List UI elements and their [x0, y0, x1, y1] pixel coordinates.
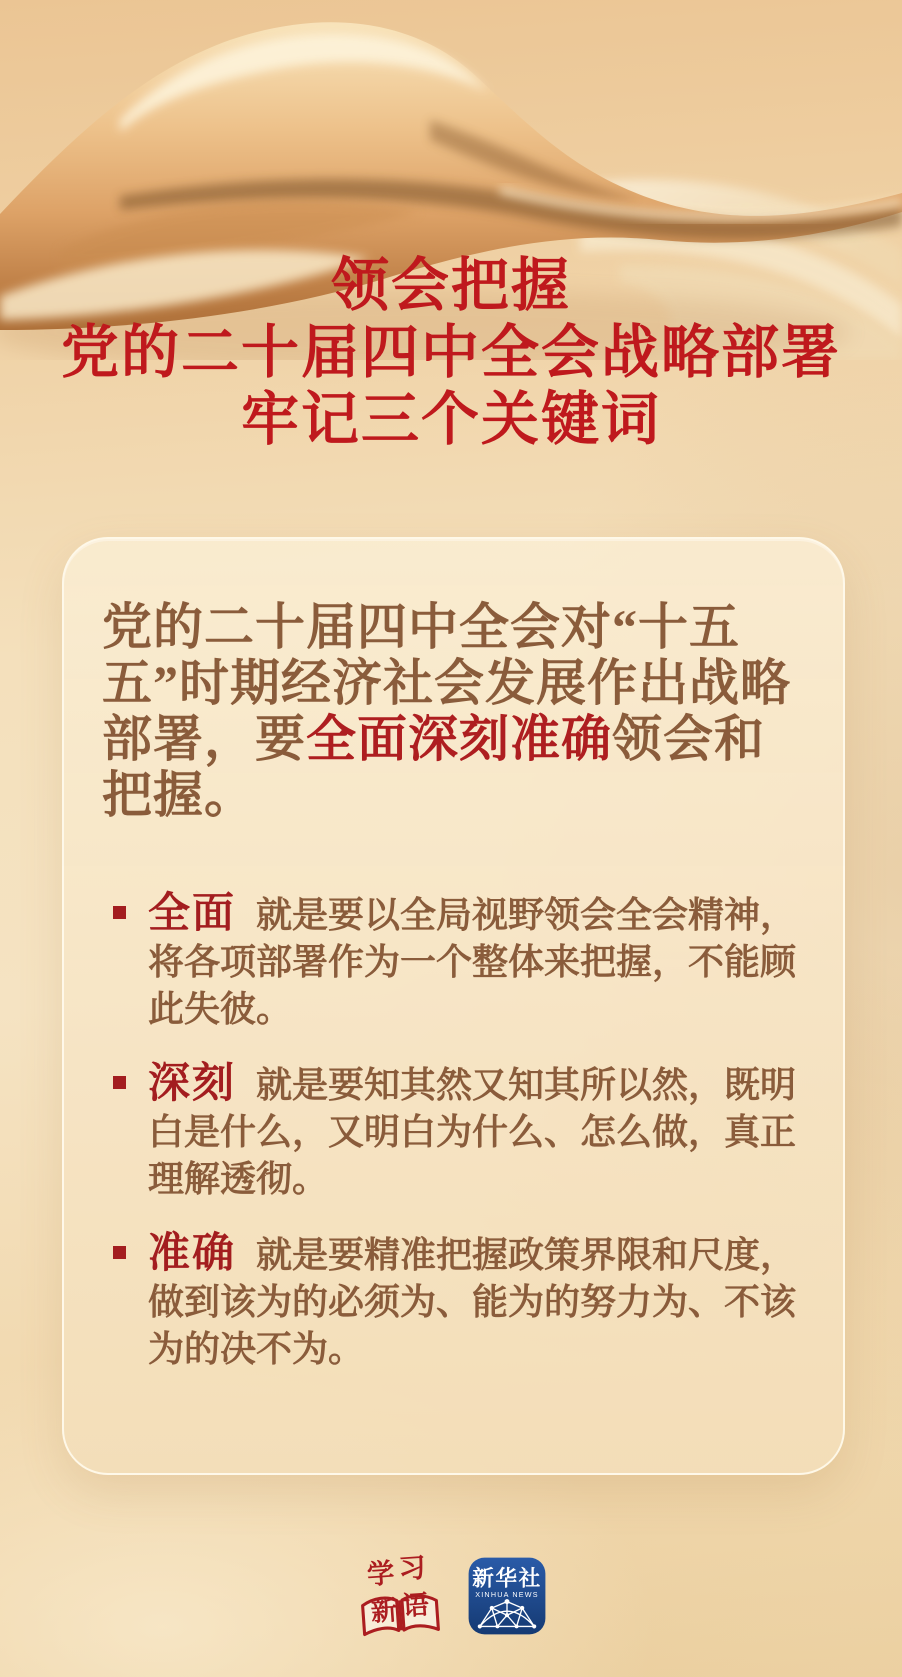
xuexi-char-1: 学 — [366, 1558, 396, 1591]
bullet-item-zhunque — [102, 1231, 818, 1373]
title-line-3: 牢记三个关键词 — [240, 387, 661, 452]
xuexi-char-2: 习 — [397, 1552, 427, 1585]
bullet-item-shenke — [102, 1061, 818, 1203]
bullet-keyword: 准确 — [148, 1231, 237, 1277]
bullet-body: 就是要精准把握政策界限和尺度，做到该为的必须为、能为的努力为、不该为的决不为。 — [148, 1235, 797, 1369]
poster-title — [0, 252, 902, 453]
bullet-item-quanmian — [102, 891, 818, 1033]
footer-logos — [0, 1552, 902, 1640]
xinhua-news-logo — [467, 1556, 547, 1636]
xuexi-char-3: 新 — [369, 1595, 399, 1627]
content-card — [62, 537, 845, 1475]
bullet-text — [148, 1231, 818, 1373]
bullet-square-icon — [113, 1246, 126, 1259]
bullet-keyword: 深刻 — [148, 1061, 237, 1107]
intro-highlight: 全面深刻准确 — [306, 711, 612, 767]
intro-paragraph — [102, 599, 808, 823]
xuexi-char-4: 语 — [401, 1589, 430, 1622]
xinhua-en-label: XINHUA NEWS — [475, 1589, 539, 1599]
bullet-body: 就是要以全局视野领会全会精神，将各项部署作为一个整体来把握，不能顾此失彼。 — [148, 895, 797, 1029]
title-line-1: 领会把握 — [330, 253, 571, 318]
xinhua-cn-label: 新华社 — [472, 1566, 542, 1591]
bullet-square-icon — [113, 1076, 126, 1089]
xuexi-xinyu-logo — [355, 1552, 443, 1640]
bullet-text — [148, 1061, 818, 1203]
title-line-2: 党的二十届四中全会战略部署 — [60, 320, 841, 385]
bullet-keyword: 全面 — [148, 891, 237, 937]
bullet-body: 就是要知其然又知其所以然，既明白是什么，又明白为什么、怎么做，真正理解透彻。 — [148, 1065, 797, 1199]
intro-pre: 党的二十届四中全会对“十五五”时期经济社会发展作出战略部署，要 — [102, 599, 791, 767]
intro-post: 领会和把握。 — [102, 711, 765, 823]
bullet-text — [148, 891, 818, 1033]
bullet-square-icon — [113, 906, 126, 919]
